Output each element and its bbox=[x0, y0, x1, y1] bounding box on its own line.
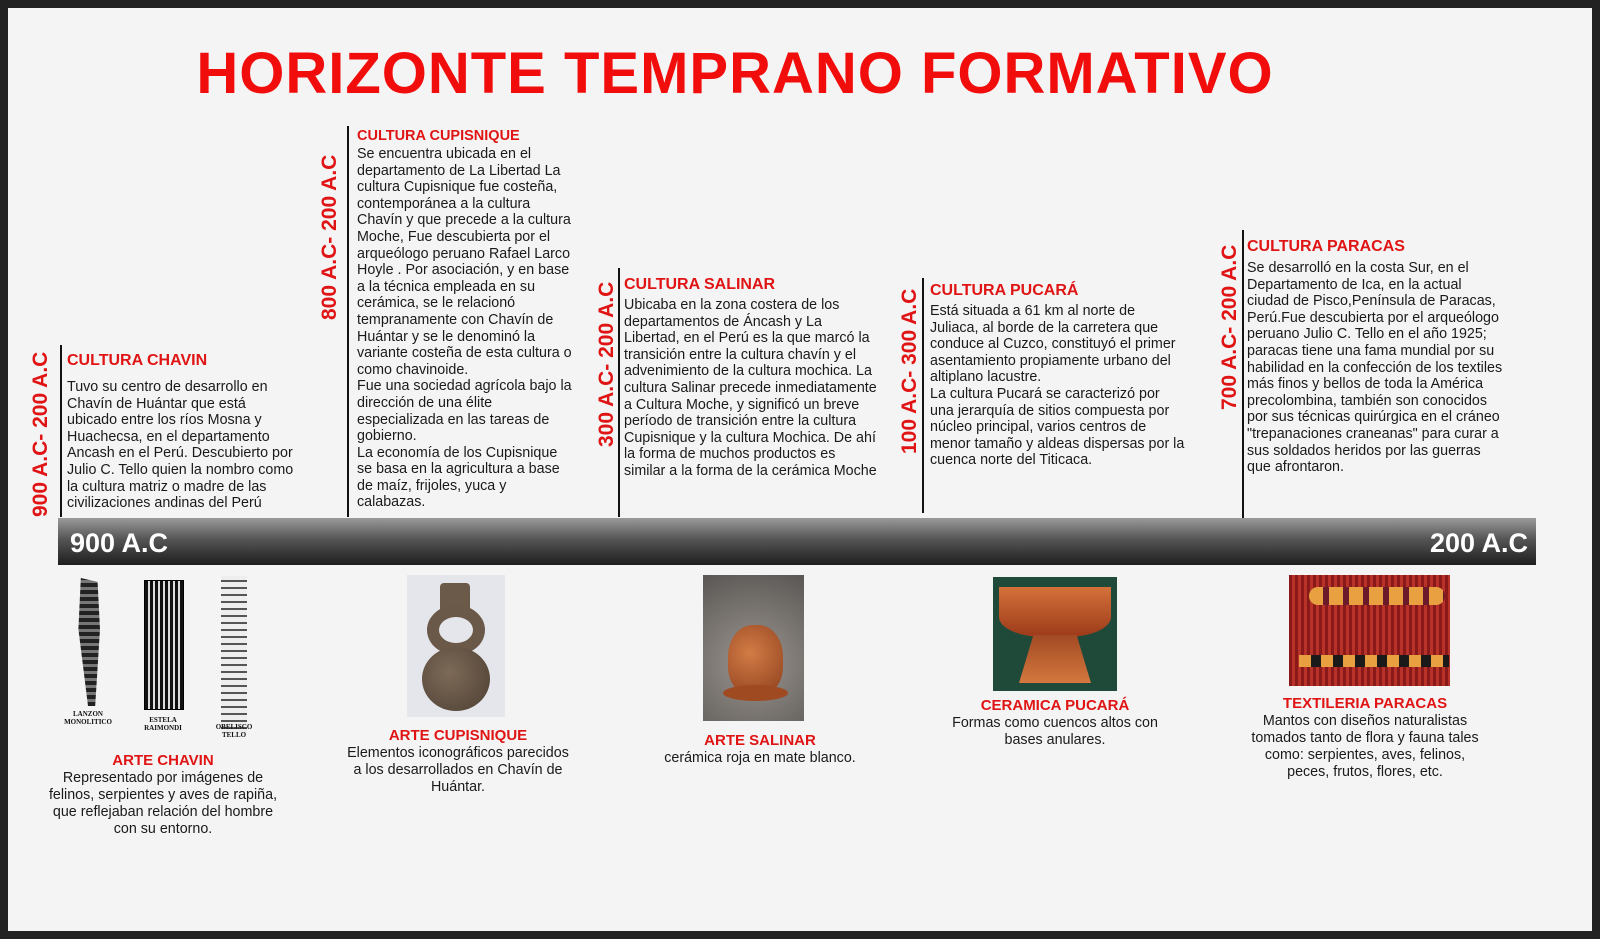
culture-title-paracas: CULTURA PARACAS bbox=[1247, 238, 1405, 255]
culture-text-cupisnique: Se encuentra ubicada en el departamento de La Libertad La cultura Cupisnique fue costeña, contemporánea a la cultura Chavín y que precede a la cultura Moche, Fue descubierta por el arqueólogo peruano Rafael Larco Hoyle . Por asociación, y en base a la técnica empleada en su cerámica, se le relacionó tempranamente con Chavín de Huántar y se le denominó la variante costeña de esta cultura o como chavinoide. Fue una sociedad agrícola bajo la dirección de una élite especializada en las tareas de gobierno. La economía de los Cupisnique se basa en la agricultura a base de maíz, frijoles, yuca y calabazas. bbox=[357, 146, 572, 511]
culture-text-chavin: Tuvo su centro de desarrollo en Chavín de Huántar que está ubicado entre los ríos Mosna y Huachecsa, en el departamento Ancash en el Perú. Descubierto por Julio C. Tello quien la nombro como la cultura matriz o madre de las civilizaciones andinas del Perú bbox=[67, 379, 294, 512]
estela-raimondi-image bbox=[144, 580, 184, 710]
date-range-chavin: 900 A.C- 200 A.C bbox=[29, 351, 52, 517]
timeline-start-label: 900 A.C bbox=[70, 528, 169, 558]
cupisnique-bottle-image bbox=[407, 575, 505, 717]
image-label-estela: ESTELA RAIMONDI bbox=[144, 716, 182, 732]
art-text-paracas: Mantos con diseños naturalistas tomados tanto de flora y fauna tales como: serpientes, aves, felinos, peces, frutos, flores, etc. bbox=[1251, 713, 1479, 780]
culture-title-chavin: CULTURA CHAVIN bbox=[67, 352, 208, 369]
timeline-marker-cupisnique bbox=[347, 126, 349, 517]
art-text-salinar: cerámica roja en mate blanco. bbox=[664, 750, 856, 766]
date-range-salinar: 300 A.C- 200 A.C bbox=[595, 281, 618, 447]
timeline-marker-pucara bbox=[922, 278, 924, 513]
art-title-salinar: ARTE SALINAR bbox=[704, 732, 816, 749]
image-label-lanzon: LANZON MONOLITICO bbox=[64, 710, 112, 726]
timeline-marker-paracas bbox=[1242, 230, 1244, 520]
culture-text-paracas: Se desarrolló en la costa Sur, en el Departamento de Ica, en la actual ciudad de Pisco,Península de Paracas, Perú.Fue descubierta por el arqueólogo peruano Julio C. Tello en el año 1925; paracas tiene una fama mundial por su habilidad en la confección de los textiles más finos y bellos de toda la América precolombina, también son conocidos por sus técnicas quirúrgica en el cráneo "trepanaciones craneanas" para curar a sus soldados heridos por las guerras que afrontaron. bbox=[1247, 260, 1503, 476]
art-caption-chavin bbox=[28, 752, 298, 838]
art-caption-cupisnique bbox=[318, 727, 598, 796]
timeline-marker-chavin bbox=[60, 345, 62, 517]
salinar-vessel-image bbox=[703, 575, 804, 721]
culture-text-salinar: Ubicaba en la zona costera de los departamentos de Áncash y La Libertad, en el Perú es la que marcó la transición entre la cultura chavín y el advenimiento de la cultura mochica. La cultura Salinar precede inmediatamente a Cultura Moche, y significó un breve período de transición entre la cultura Cupisnique y la cultura Mochica. De ahí la forma de muchos productos es similar a la forma de la cerámica Moche bbox=[624, 297, 877, 479]
image-label-obelisco: OBELISCO TELLO bbox=[215, 723, 253, 739]
art-title-paracas: TEXTILERIA PARACAS bbox=[1282, 695, 1448, 712]
date-range-cupisnique: 800 A.C- 200 A.C bbox=[318, 154, 341, 320]
date-range-pucara: 100 A.C- 300 A.C bbox=[898, 288, 921, 454]
timeline-marker-salinar bbox=[618, 268, 620, 517]
culture-title-cupisnique: CULTURA CUPISNIQUE bbox=[357, 128, 520, 144]
art-caption-paracas bbox=[1220, 695, 1510, 781]
page-title: HORIZONTE TEMPRANO FORMATIVO bbox=[196, 41, 1274, 106]
art-caption-salinar bbox=[620, 732, 900, 767]
paracas-textile-image bbox=[1289, 575, 1450, 686]
culture-text-pucara: Está situada a 61 km al norte de Juliaca, al borde de la carretera que conduce al Cuzco, constituyó el primer asentamiento propiamente urbano del altiplano lacustre. La cultura Pucará se caracterizó por una jerarquía de sitios compuesta por núcleo principal, varios centros de menor tamaño y aldeas dispersas por la cuenca norte del Titicaca. bbox=[930, 303, 1185, 469]
date-range-paracas: 700 A.C- 200 A.C bbox=[1218, 244, 1241, 410]
art-text-cupisnique: Elementos iconográficos parecidos a los desarrollados en Chavín de Huántar. bbox=[347, 745, 569, 795]
art-title-cupisnique: ARTE CUPISNIQUE bbox=[388, 727, 528, 744]
art-text-chavin: Representado por imágenes de felinos, serpientes y aves de rapiña, que reflejaban relación del hombre con su entorno. bbox=[48, 770, 278, 837]
art-text-pucara: Formas como cuencos altos con bases anulares. bbox=[952, 715, 1158, 748]
obelisco-tello-image bbox=[221, 576, 247, 734]
art-title-pucara: CERAMICA PUCARÁ bbox=[980, 697, 1130, 714]
culture-title-salinar: CULTURA SALINAR bbox=[624, 276, 776, 293]
art-title-chavin: ARTE CHAVIN bbox=[112, 752, 214, 769]
art-caption-pucara bbox=[915, 697, 1195, 749]
culture-title-pucara: CULTURA PUCARÁ bbox=[930, 282, 1079, 299]
timeline-bar bbox=[58, 518, 1536, 565]
timeline-end-label: 200 A.C bbox=[1429, 528, 1528, 558]
pucara-bowl-image bbox=[993, 577, 1117, 691]
